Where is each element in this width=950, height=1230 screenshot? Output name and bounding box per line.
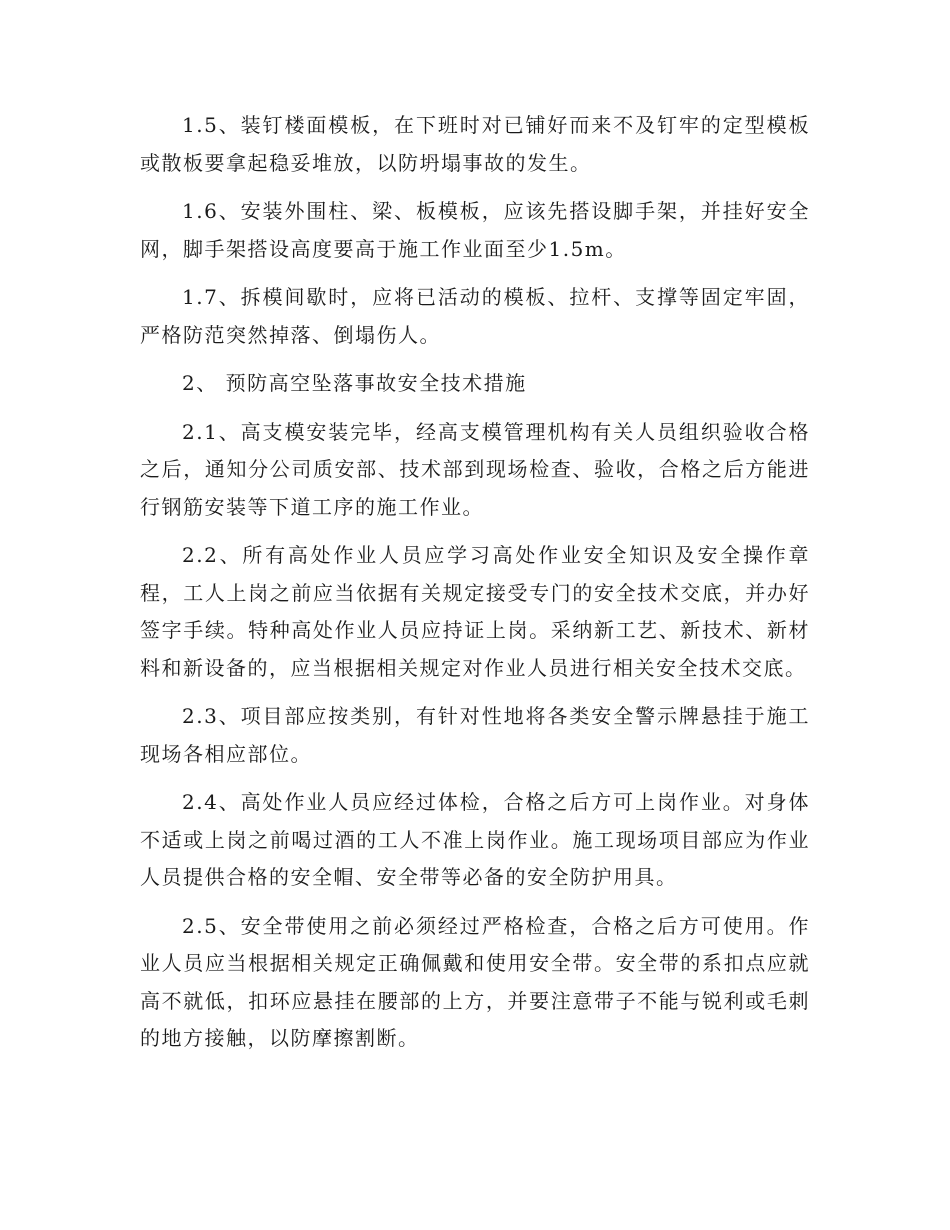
document-body (140, 107, 810, 1069)
paragraph-2-4: 2.4、高处作业人员应经过体检，合格之后方可上岗作业。对身体不适或上岗之前喝过酒的工人不准上岗作业。施工现场项目部应为作业人员提供合格的安全帽、安全带等必备的安全防护用具。 (140, 790, 810, 889)
paragraph-1-6: 1.6、安装外围柱、梁、板模板，应该先搭设脚手架，并挂好安全网，脚手架搭设高度要高于施工作业面至少1.5m。 (140, 199, 810, 261)
paragraph-2-2: 2.2、所有高处作业人员应学习高处作业安全知识及安全操作章程，工人上岗之前应当依据有关规定接受专门的安全技术交底，并办好签字手续。特种高处作业人员应持证上岗。采纳新工艺、新技术、新材料和新设备的，应当根据相关规定对作业人员进行相关安全技术交底。 (140, 543, 810, 680)
paragraph-2-1: 2.1、高支模安装完毕，经高支模管理机构有关人员组织验收合格之后，通知分公司质安部、技术部到现场检查、验收，合格之后方能进行钢筋安装等下道工序的施工作业。 (140, 419, 810, 519)
paragraph-1-5: 1.5、装钉楼面模板，在下班时对已铺好而来不及钉牢的定型模板或散板要拿起稳妥堆放，以防坍塌事故的发生。 (140, 113, 810, 175)
paragraph-2-3: 2.3、项目部应按类别，有针对性地将各类安全警示牌悬挂于施工现场各相应部位。 (140, 704, 810, 766)
section-heading-2: 2、 预防高空坠落事故安全技术措施 (182, 371, 527, 395)
paragraph-2-5: 2.5、安全带使用之前必须经过严格检查，合格之后方可使用。作业人员应当根据相关规定正确佩戴和使用安全带。安全带的系扣点应就高不就低，扣环应悬挂在腰部的上方，并要注意带子不能与锐利或毛刺的地方接触，以防摩擦割断。 (140, 913, 810, 1050)
paragraph-1-7: 1.7、拆模间歇时，应将已活动的模板、拉杆、支撑等固定牢固，严格防范突然掉落、倒塌伤人。 (140, 285, 810, 347)
